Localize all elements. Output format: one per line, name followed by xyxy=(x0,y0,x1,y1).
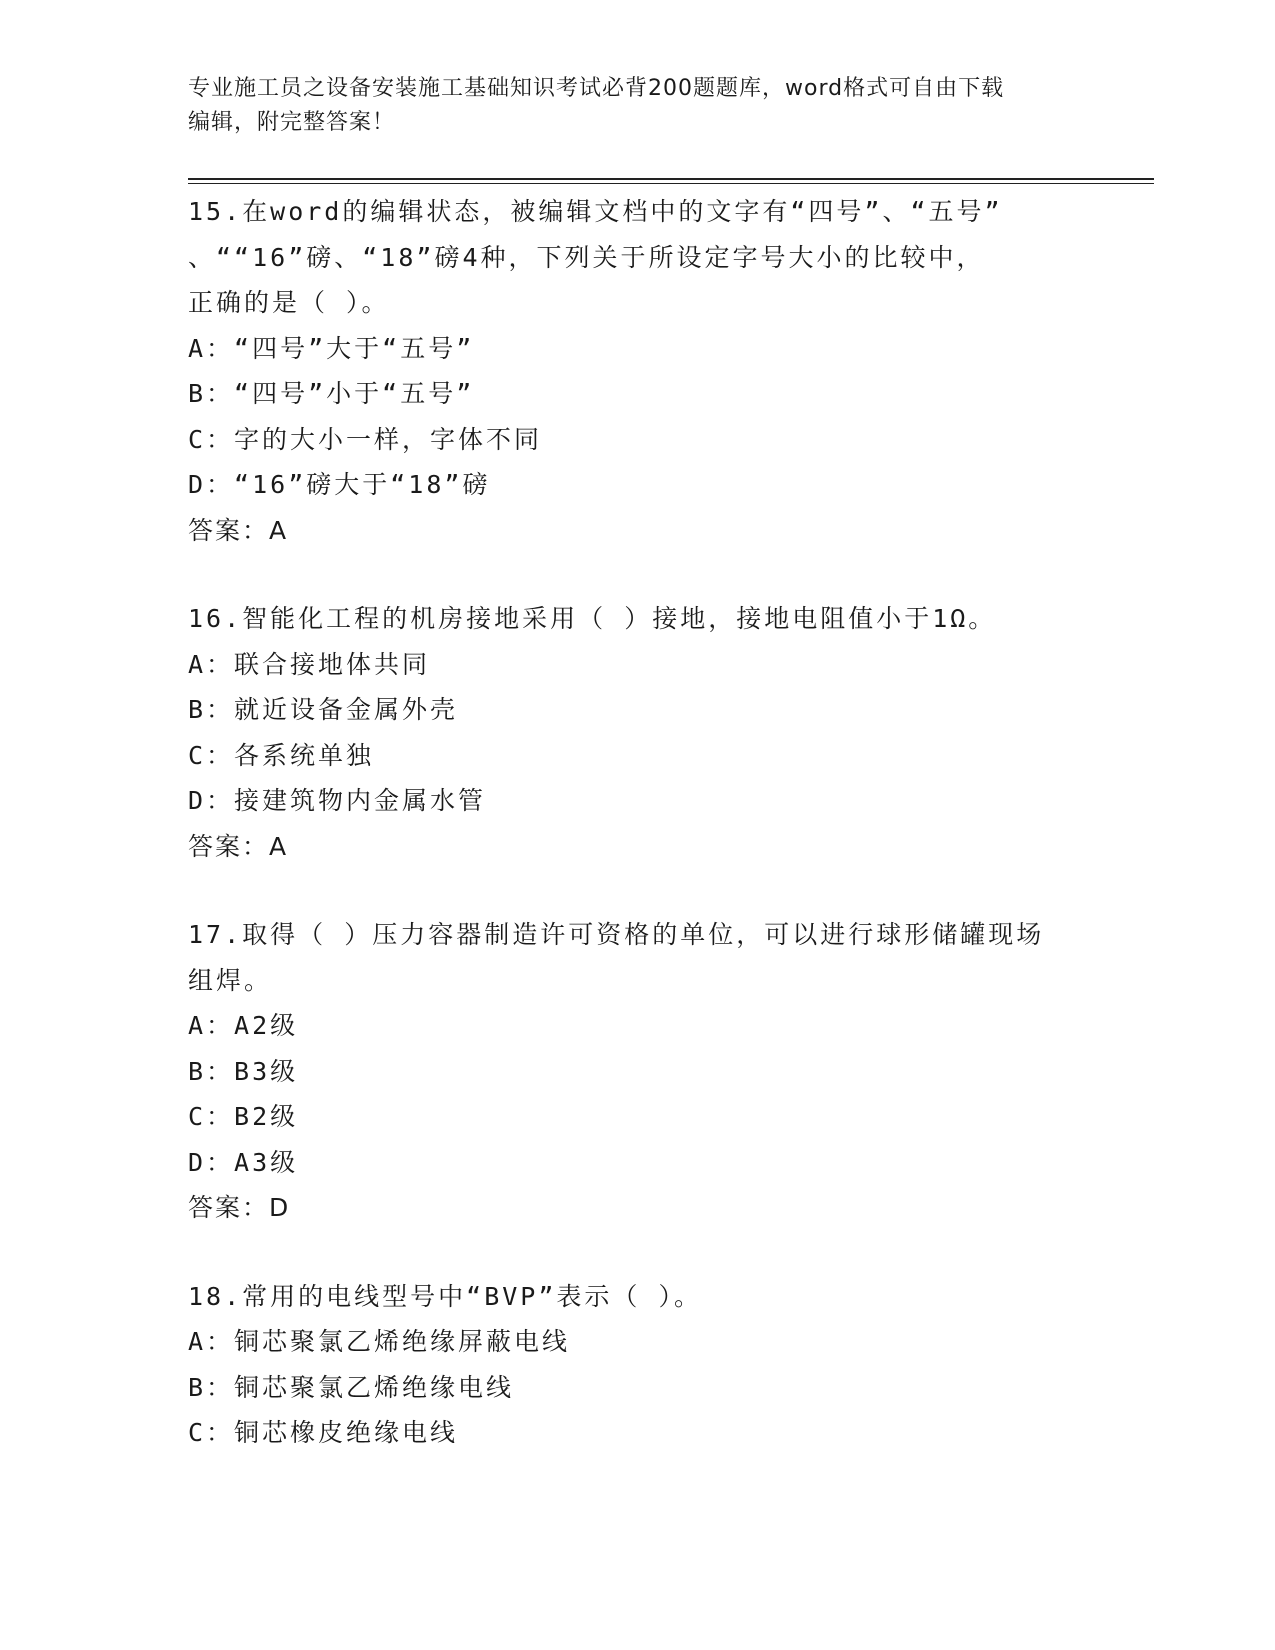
header-divider-thick xyxy=(188,178,1154,180)
document-header xyxy=(188,72,1088,140)
answer-line: 答案：D xyxy=(188,1193,291,1222)
option-d: D：接建筑物内金属水管 xyxy=(188,786,487,815)
question-17 xyxy=(188,912,1088,1231)
question-stem-line: 、““16”磅、“18”磅4种，下列关于所设定字号大小的比较中， xyxy=(188,242,985,272)
header-divider-thin xyxy=(188,183,1154,184)
question-stem-line: 17.取得（ ）压力容器制造许可资格的单位，可以进行球形储罐现场 xyxy=(188,920,1045,949)
option-d: D：A3级 xyxy=(188,1147,299,1177)
option-a: A：联合接地体共同 xyxy=(188,649,431,679)
option-c: C：铜芯橡皮绝缘电线 xyxy=(188,1418,459,1447)
option-a: A：A2级 xyxy=(188,1011,299,1040)
option-b: B：铜芯聚氯乙烯绝缘电线 xyxy=(188,1372,515,1402)
option-d: D：“16”磅大于“18”磅 xyxy=(188,470,491,499)
header-line-1: 专业施工员之设备安装施工基础知识考试必背200题题库，word格式可自由下载 xyxy=(188,76,1005,101)
question-stem-line: 15.在word的编辑状态，被编辑文档中的文字有“四号”、“五号” xyxy=(188,197,1003,226)
option-c: C：字的大小一样，字体不同 xyxy=(188,424,543,454)
option-a: A：“四号”大于“五号” xyxy=(188,333,475,363)
option-b: B：B3级 xyxy=(188,1056,299,1086)
question-stem-line: 组焊。 xyxy=(188,965,273,995)
question-stem-line: 18.常用的电线型号中“BVP”表示（ ）。 xyxy=(188,1281,702,1311)
header-line-2: 编辑，附完整答案！ xyxy=(188,110,396,135)
option-a: A：铜芯聚氯乙烯绝缘屏蔽电线 xyxy=(188,1327,571,1356)
question-16 xyxy=(188,596,1088,869)
option-b: B：“四号”小于“五号” xyxy=(188,379,475,408)
question-15 xyxy=(188,189,1088,553)
answer-line: 答案：A xyxy=(188,831,289,861)
question-stem-line: 16.智能化工程的机房接地采用（ ）接地，接地电阻值小于1Ω。 xyxy=(188,604,997,633)
option-c: C：B2级 xyxy=(188,1102,299,1131)
option-b: B：就近设备金属外壳 xyxy=(188,695,459,724)
option-c: C：各系统单独 xyxy=(188,740,375,770)
question-list xyxy=(188,189,1088,1499)
answer-line: 答案：A xyxy=(188,515,289,545)
question-stem-line: 正确的是（ ）。 xyxy=(188,288,390,317)
question-18 xyxy=(188,1274,1088,1456)
